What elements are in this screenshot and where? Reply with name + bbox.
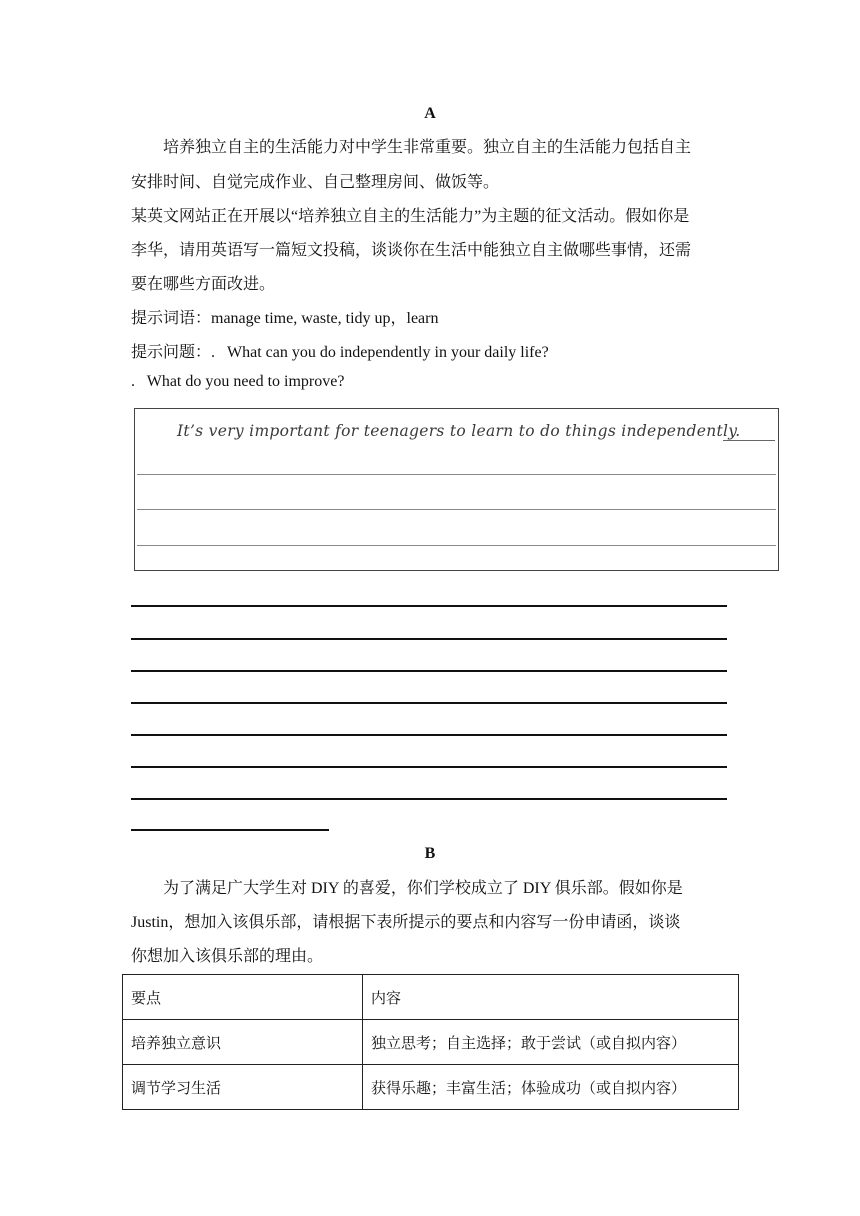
starter-writing-box — [134, 408, 779, 571]
hint-words: 提示词语：manage time, waste, tidy up，learn — [131, 310, 439, 327]
table-cell: 获得乐趣；丰富生活；体验成功（或自拟内容） — [363, 1065, 739, 1110]
answer-line[interactable] — [131, 638, 727, 640]
table-header-row — [123, 975, 739, 1020]
answer-line[interactable] — [131, 702, 727, 704]
answer-line[interactable] — [131, 605, 727, 607]
answer-line[interactable] — [131, 734, 727, 736]
table-header-cell: 内容 — [363, 975, 739, 1020]
section-a-heading: A — [424, 105, 436, 122]
box-rule — [137, 474, 776, 475]
section-b-heading: B — [424, 845, 436, 862]
section-a-task-line1: 某英文网站正在开展以“培养独立自主的生活能力”为主题的征文活动。假如你是 — [131, 208, 690, 225]
answer-line[interactable] — [131, 829, 329, 831]
table-header-cell: 要点 — [123, 975, 363, 1020]
section-a-intro-line1: 培养独立自主的生活能力对中学生非常重要。独立自主的生活能力包括自主 — [163, 139, 692, 156]
starter-sentence: It’s very important for teenagers to learn to do things independently. — [177, 422, 741, 440]
answer-line[interactable] — [131, 798, 727, 800]
key-points-table — [122, 974, 739, 1110]
section-a-task-line3: 要在哪些方面改进。 — [131, 276, 276, 293]
section-b-intro-line2: Justin，想加入该俱乐部，请根据下表所提示的要点和内容写一份申请函，谈谈 — [131, 914, 681, 931]
box-rule — [137, 509, 776, 510]
hint-question-2: . What do you need to improve? — [131, 373, 345, 390]
table-row — [123, 1065, 739, 1110]
table-cell: 调节学习生活 — [123, 1065, 363, 1110]
answer-line[interactable] — [131, 670, 727, 672]
hint-question-1: 提示问题：. What can you do independently in your daily life? — [131, 344, 549, 361]
table-cell: 培养独立意识 — [123, 1020, 363, 1065]
section-b-intro-line1: 为了满足广大学生对 DIY 的喜爱，你们学校成立了 DIY 俱乐部。假如你是 — [163, 880, 683, 897]
section-a-intro-line2: 安排时间、自觉完成作业、自己整理房间、做饭等。 — [131, 174, 500, 191]
box-rule — [137, 545, 776, 546]
section-b-intro-line3: 你想加入该俱乐部的理由。 — [131, 948, 324, 965]
section-a-task-line2: 李华，请用英语写一篇短文投稿，谈谈你在生活中能独立自主做哪些事情，还需 — [131, 242, 692, 259]
table-row — [123, 1020, 739, 1065]
answer-line[interactable] — [131, 766, 727, 768]
starter-blank — [723, 440, 775, 441]
table-cell: 独立思考；自主选择；敢于尝试（或自拟内容） — [363, 1020, 739, 1065]
